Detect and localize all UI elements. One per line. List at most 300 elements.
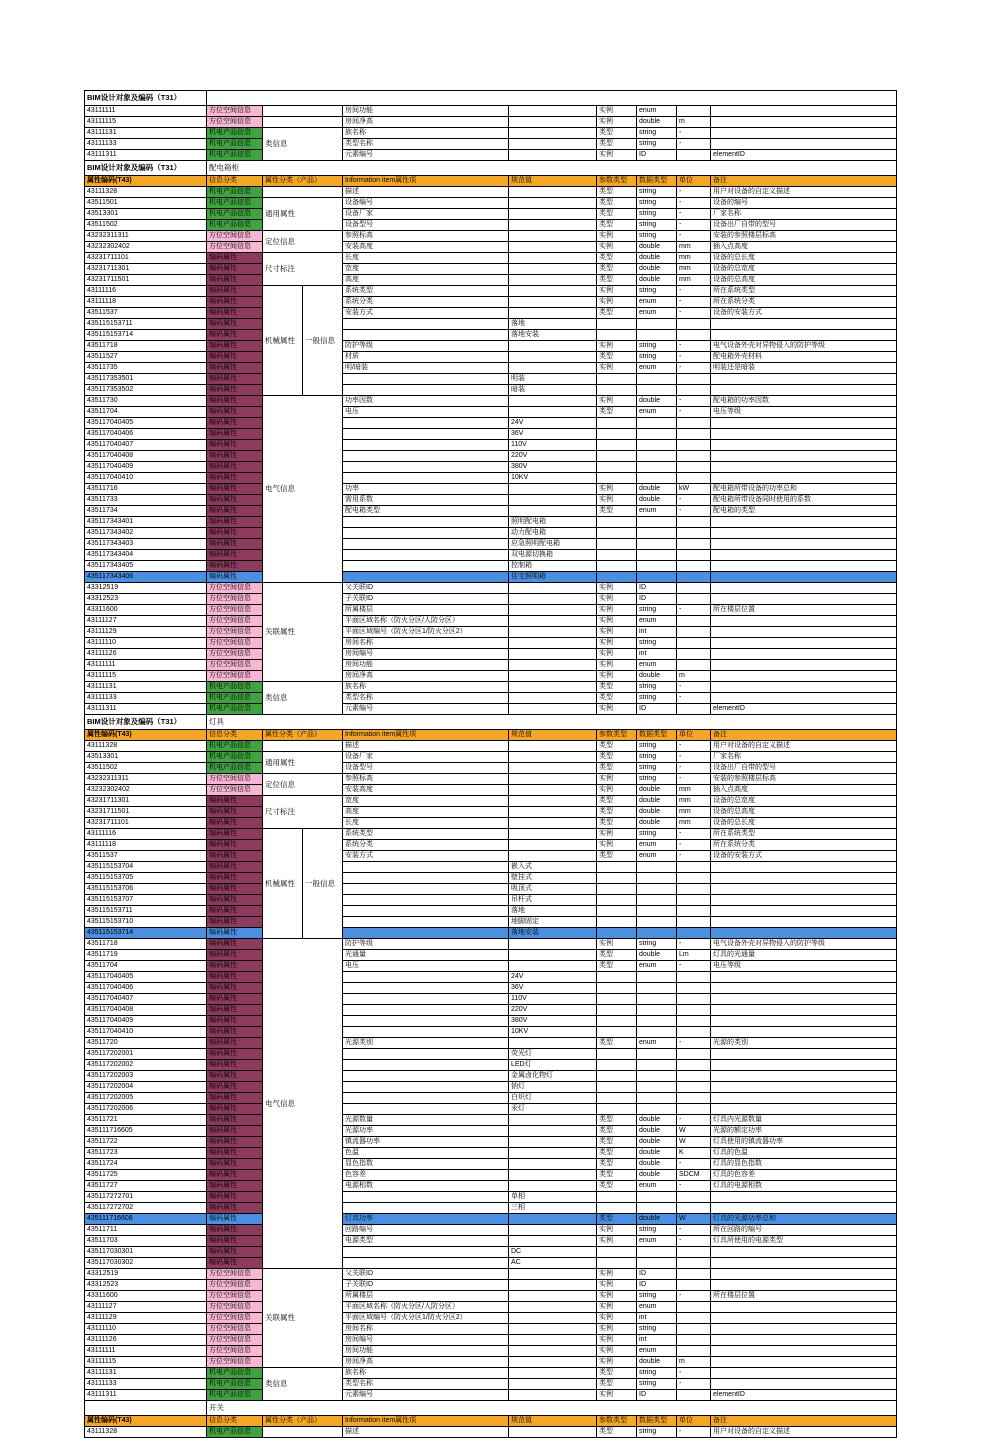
standard-value-cell <box>509 231 597 242</box>
header-unit: 单位 <box>677 176 711 187</box>
table-row <box>85 1225 897 1236</box>
data-type-cell: double <box>637 1126 677 1137</box>
attribute-name-cell: 高度 <box>343 807 509 818</box>
header-name: Information item属性项 <box>343 1416 509 1427</box>
table-row <box>85 407 897 418</box>
category-cell: 编码属性 <box>207 297 263 308</box>
data-type-cell <box>637 1049 677 1060</box>
header-row <box>85 1416 897 1427</box>
category-cell: 机电产品信息 <box>207 1379 263 1390</box>
code-cell: 43111118 <box>85 297 207 308</box>
remark-cell <box>711 884 897 895</box>
attribute-name-cell <box>343 928 509 939</box>
attribute-name-cell <box>343 1082 509 1093</box>
parameter-type-cell: 类型 <box>597 1038 637 1049</box>
unit-cell <box>677 150 711 161</box>
attribute-name-cell <box>343 972 509 983</box>
standard-value-cell: 应急照明配电箱 <box>509 539 597 550</box>
remark-cell <box>711 917 897 928</box>
attribute-name-cell: 色容差 <box>343 1170 509 1181</box>
attribute-name-cell: 房间净高 <box>343 117 509 128</box>
table-row <box>85 638 897 649</box>
category-cell: 方位空间信息 <box>207 671 263 682</box>
data-type-cell: enum <box>637 660 677 671</box>
table-row <box>85 1379 897 1390</box>
header-category: 信息分类 <box>207 730 263 741</box>
code-cell: 43311600 <box>85 1291 207 1302</box>
code-cell: 435115153710 <box>85 917 207 928</box>
remark-cell <box>711 1357 897 1368</box>
standard-value-cell: DC <box>509 1247 597 1258</box>
table-row <box>85 253 897 264</box>
table-row <box>85 418 897 429</box>
standard-value-cell <box>509 117 597 128</box>
header-category: 信息分类 <box>207 176 263 187</box>
category-cell: 方位空间信息 <box>207 605 263 616</box>
code-cell: 43111111 <box>85 106 207 117</box>
remark-cell <box>711 1368 897 1379</box>
attribute-name-cell: 父关联ID <box>343 1269 509 1280</box>
data-type-cell <box>637 1203 677 1214</box>
remark-cell: 配电箱的类型 <box>711 506 897 517</box>
remark-cell: 设备的总长度 <box>711 818 897 829</box>
code-cell: 43513301 <box>85 752 207 763</box>
attribute-name-cell: 光源类别 <box>343 1038 509 1049</box>
data-type-cell: double <box>637 484 677 495</box>
parameter-type-cell: 类型 <box>597 139 637 150</box>
attribute-name-cell: 功率因数 <box>343 396 509 407</box>
table-row <box>85 1181 897 1192</box>
standard-value-cell: 吸顶式 <box>509 884 597 895</box>
code-cell: 43111131 <box>85 682 207 693</box>
attribute-name-cell <box>343 862 509 873</box>
code-cell: 43111127 <box>85 1302 207 1313</box>
table-row <box>85 1192 897 1203</box>
parameter-type-cell: 类型 <box>597 1379 637 1390</box>
unit-cell: - <box>677 1427 711 1438</box>
data-type-cell: double <box>637 1170 677 1181</box>
data-type-cell: string <box>637 209 677 220</box>
code-cell: 435111716605 <box>85 1126 207 1137</box>
parameter-type-cell: 实例 <box>597 341 637 352</box>
attribute-name-cell: 子关联ID <box>343 594 509 605</box>
parameter-type-cell: 类型 <box>597 209 637 220</box>
table-row <box>85 1115 897 1126</box>
parameter-type-cell: 类型 <box>597 950 637 961</box>
standard-value-cell <box>509 396 597 407</box>
remark-cell: 所在系统分类 <box>711 840 897 851</box>
remark-cell <box>711 572 897 583</box>
unit-cell <box>677 517 711 528</box>
remark-cell <box>711 128 897 139</box>
table-row <box>85 495 897 506</box>
standard-value-cell <box>509 253 597 264</box>
remark-cell: 灯具的电源相数 <box>711 1181 897 1192</box>
unit-cell: W <box>677 1214 711 1225</box>
unit-cell <box>677 385 711 396</box>
table-row <box>85 231 897 242</box>
parameter-type-cell: 实例 <box>597 231 637 242</box>
unit-cell: - <box>677 286 711 297</box>
attribute-name-cell <box>343 319 509 330</box>
table-row <box>85 1357 897 1368</box>
parameter-type-cell: 类型 <box>597 198 637 209</box>
code-cell: 43511704 <box>85 961 207 972</box>
remark-cell <box>711 330 897 341</box>
remark-cell <box>711 660 897 671</box>
code-cell: 43111133 <box>85 139 207 150</box>
table-row <box>85 396 897 407</box>
code-cell: 435111716608 <box>85 1214 207 1225</box>
remark-cell <box>711 550 897 561</box>
remark-cell <box>711 1104 897 1115</box>
parameter-type-cell: 实例 <box>597 106 637 117</box>
category-cell: 编码属性 <box>207 1005 263 1016</box>
parameter-type-cell: 类型 <box>597 253 637 264</box>
unit-cell: - <box>677 1159 711 1170</box>
parameter-type-cell <box>597 1060 637 1071</box>
parameter-type-cell <box>597 928 637 939</box>
data-type-cell: double <box>637 495 677 506</box>
standard-value-cell <box>509 1335 597 1346</box>
table-row <box>85 308 897 319</box>
attribute-name-cell: 房间名称 <box>343 638 509 649</box>
unit-cell <box>677 895 711 906</box>
remark-cell <box>711 1082 897 1093</box>
data-type-cell <box>637 1071 677 1082</box>
data-type-cell: string <box>637 682 677 693</box>
standard-value-cell <box>509 704 597 715</box>
remark-cell: 插入点高度 <box>711 242 897 253</box>
attribute-name-cell: 族名称 <box>343 682 509 693</box>
unit-cell: - <box>677 605 711 616</box>
table-row <box>85 1005 897 1016</box>
group-label: 类信息 <box>263 682 343 715</box>
code-cell: 43511734 <box>85 506 207 517</box>
code-cell: 43111133 <box>85 1379 207 1390</box>
table-row <box>85 1247 897 1258</box>
table-row <box>85 917 897 928</box>
category-cell: 方位空间信息 <box>207 1269 263 1280</box>
code-cell: 43511502 <box>85 220 207 231</box>
remark-cell: 灯具使用的镇流器功率 <box>711 1137 897 1148</box>
code-cell: 435117040406 <box>85 429 207 440</box>
unit-cell: - <box>677 341 711 352</box>
parameter-type-cell <box>597 451 637 462</box>
category-cell: 编码属性 <box>207 884 263 895</box>
code-cell: 43511719 <box>85 950 207 961</box>
remark-cell <box>711 583 897 594</box>
code-cell: 435117040405 <box>85 972 207 983</box>
category-cell: 编码属性 <box>207 807 263 818</box>
table-row <box>85 1214 897 1225</box>
category-cell: 编码属性 <box>207 873 263 884</box>
category-cell: 编码属性 <box>207 1247 263 1258</box>
code-cell: 43111129 <box>85 1313 207 1324</box>
data-type-cell <box>637 1027 677 1038</box>
data-type-cell: double <box>637 264 677 275</box>
table-row <box>85 1170 897 1181</box>
category-cell: 机电产品信息 <box>207 187 263 198</box>
category-cell: 方位空间信息 <box>207 231 263 242</box>
data-type-cell: enum <box>637 1236 677 1247</box>
data-type-cell <box>637 1192 677 1203</box>
header-data_type: 数据类型 <box>637 1416 677 1427</box>
unit-cell <box>677 1093 711 1104</box>
remark-cell <box>711 1335 897 1346</box>
table-row <box>85 198 897 209</box>
remark-cell: 设备的总高度 <box>711 807 897 818</box>
data-type-cell: double <box>637 796 677 807</box>
remark-cell <box>711 539 897 550</box>
category-cell: 编码属性 <box>207 385 263 396</box>
group-label: 机械属性 <box>263 829 303 939</box>
data-type-cell: enum <box>637 1302 677 1313</box>
parameter-type-cell: 实例 <box>597 605 637 616</box>
remark-cell: 设备的安装方式 <box>711 851 897 862</box>
unit-cell: - <box>677 752 711 763</box>
parameter-type-cell: 类型 <box>597 1148 637 1159</box>
table-row <box>85 1016 897 1027</box>
table-row <box>85 862 897 873</box>
data-type-cell: string <box>637 128 677 139</box>
standard-value-cell <box>509 264 597 275</box>
category-cell: 编码属性 <box>207 528 263 539</box>
unit-cell: - <box>677 363 711 374</box>
table-row <box>85 851 897 862</box>
attribute-name-cell: 材质 <box>343 352 509 363</box>
data-type-cell: string <box>637 341 677 352</box>
category-cell: 编码属性 <box>207 363 263 374</box>
code-cell: 43511704 <box>85 407 207 418</box>
code-cell: 43511720 <box>85 1038 207 1049</box>
section-object-name: 配电箱柜 <box>207 161 897 176</box>
standard-value-cell <box>509 198 597 209</box>
attribute-name-cell: 房间编号 <box>343 649 509 660</box>
remark-cell <box>711 1005 897 1016</box>
unit-cell: W <box>677 1126 711 1137</box>
table-row <box>85 1258 897 1269</box>
unit-cell: - <box>677 506 711 517</box>
table-row <box>85 1071 897 1082</box>
unit-cell: - <box>677 682 711 693</box>
code-cell: 435117040410 <box>85 473 207 484</box>
attribute-name-cell: 所属楼层 <box>343 1291 509 1302</box>
attribute-name-cell: 长度 <box>343 253 509 264</box>
standard-value-cell <box>509 1225 597 1236</box>
standard-value-cell: 380V <box>509 462 597 473</box>
data-type-cell <box>637 884 677 895</box>
code-cell: 435117040409 <box>85 462 207 473</box>
attribute-name-cell: 描述 <box>343 187 509 198</box>
unit-cell <box>677 1203 711 1214</box>
parameter-type-cell: 类型 <box>597 308 637 319</box>
header-remark: 备注 <box>711 1416 897 1427</box>
unit-cell: mm <box>677 785 711 796</box>
parameter-type-cell: 实例 <box>597 495 637 506</box>
code-cell: 43111115 <box>85 1357 207 1368</box>
category-cell: 编码属性 <box>207 1214 263 1225</box>
data-type-cell <box>637 374 677 385</box>
data-type-cell <box>637 462 677 473</box>
code-cell: 43232302402 <box>85 242 207 253</box>
attribute-name-cell <box>343 1060 509 1071</box>
unit-cell <box>677 1302 711 1313</box>
group-label: 类信息 <box>263 1368 343 1401</box>
parameter-type-cell: 类型 <box>597 818 637 829</box>
table-row <box>85 242 897 253</box>
standard-value-cell <box>509 1170 597 1181</box>
table-row <box>85 906 897 917</box>
parameter-type-cell: 实例 <box>597 396 637 407</box>
category-cell: 编码属性 <box>207 1071 263 1082</box>
spreadsheet <box>84 90 896 1435</box>
header-unit: 单位 <box>677 1416 711 1427</box>
data-type-cell: string <box>637 752 677 763</box>
table-row <box>85 1203 897 1214</box>
standard-value-cell: 嵌入式 <box>509 862 597 873</box>
unit-cell: - <box>677 851 711 862</box>
standard-value-cell <box>509 961 597 972</box>
unit-cell <box>677 550 711 561</box>
standard-value-cell <box>509 796 597 807</box>
code-cell: 43111111 <box>85 1346 207 1357</box>
subgroup-label: 一般信息 <box>303 829 343 939</box>
code-cell: 435117202006 <box>85 1104 207 1115</box>
category-cell: 机电产品信息 <box>207 763 263 774</box>
parameter-type-cell <box>597 385 637 396</box>
category-cell: 方位空间信息 <box>207 1357 263 1368</box>
category-cell: 机电产品信息 <box>207 704 263 715</box>
code-cell: 43111126 <box>85 649 207 660</box>
parameter-type-cell <box>597 550 637 561</box>
unit-cell: - <box>677 407 711 418</box>
remark-cell: 所在系统类型 <box>711 829 897 840</box>
category-cell: 机电产品信息 <box>207 1390 263 1401</box>
attribute-name-cell <box>343 1203 509 1214</box>
data-type-cell: double <box>637 818 677 829</box>
attribute-name-cell <box>343 873 509 884</box>
data-type-cell <box>637 917 677 928</box>
unit-cell: - <box>677 396 711 407</box>
standard-value-cell: 白炽灯 <box>509 1093 597 1104</box>
remark-cell: 电压等级 <box>711 961 897 972</box>
code-cell: 43511537 <box>85 308 207 319</box>
parameter-type-cell <box>597 1005 637 1016</box>
code-cell: 435115153706 <box>85 884 207 895</box>
code-cell: 43111127 <box>85 616 207 627</box>
standard-value-cell <box>509 671 597 682</box>
data-type-cell: enum <box>637 616 677 627</box>
data-type-cell: double <box>637 275 677 286</box>
unit-cell <box>677 928 711 939</box>
remark-cell <box>711 1302 897 1313</box>
parameter-type-cell <box>597 972 637 983</box>
table-row <box>85 1302 897 1313</box>
table-row <box>85 807 897 818</box>
standard-value-cell <box>509 1038 597 1049</box>
table-row <box>85 1324 897 1335</box>
attribute-name-cell <box>343 994 509 1005</box>
category-cell: 机电产品信息 <box>207 220 263 231</box>
table-row <box>85 1104 897 1115</box>
data-type-cell: string <box>637 198 677 209</box>
group-label: 通用属性 <box>263 198 343 231</box>
unit-cell <box>677 594 711 605</box>
remark-cell: 设备的总高度 <box>711 275 897 286</box>
group-label: 尺寸标注 <box>263 253 343 286</box>
unit-cell: - <box>677 1368 711 1379</box>
unit-cell <box>677 1346 711 1357</box>
unit-cell <box>677 528 711 539</box>
data-type-cell: enum <box>637 840 677 851</box>
standard-value-cell <box>509 649 597 660</box>
attribute-name-cell: 房间名称 <box>343 1324 509 1335</box>
standard-value-cell <box>509 818 597 829</box>
code-cell: 43111311 <box>85 150 207 161</box>
attribute-name-cell: 系统类型 <box>343 829 509 840</box>
group-label: 尺寸标注 <box>263 796 343 829</box>
remark-cell <box>711 1247 897 1258</box>
unit-cell <box>677 462 711 473</box>
unit-cell <box>677 649 711 660</box>
category-cell: 机电产品信息 <box>207 150 263 161</box>
parameter-type-cell <box>597 517 637 528</box>
remark-cell <box>711 906 897 917</box>
standard-value-cell <box>509 752 597 763</box>
attribute-name-cell <box>343 440 509 451</box>
code-cell: 435117040409 <box>85 1016 207 1027</box>
remark-cell: 配电箱的功率因数 <box>711 396 897 407</box>
standard-value-cell: 明装 <box>509 374 597 385</box>
section-title-row <box>85 161 897 176</box>
unit-cell <box>677 330 711 341</box>
attribute-name-cell: 设备型号 <box>343 220 509 231</box>
unit-cell: - <box>677 495 711 506</box>
remark-cell: 灯具所使用的电源类型 <box>711 1236 897 1247</box>
attribute-name-cell: 子关联ID <box>343 1280 509 1291</box>
attribute-name-cell: 平面区域名称（防火分区/人防分区） <box>343 616 509 627</box>
group-label: 机械属性 <box>263 286 303 396</box>
attribute-name-cell: 房间净高 <box>343 671 509 682</box>
data-type-cell: double <box>637 253 677 264</box>
remark-cell: elementID <box>711 704 897 715</box>
unit-cell: mm <box>677 264 711 275</box>
code-cell: 43111118 <box>85 840 207 851</box>
attribute-name-cell: 光源功率 <box>343 1126 509 1137</box>
attribute-name-cell: 参照标高 <box>343 231 509 242</box>
remark-cell <box>711 649 897 660</box>
code-cell: 43312519 <box>85 583 207 594</box>
table-row <box>85 994 897 1005</box>
unit-cell <box>677 1082 711 1093</box>
header-row <box>85 176 897 187</box>
attribute-name-cell: 族名称 <box>343 1368 509 1379</box>
remark-cell <box>711 440 897 451</box>
code-cell: 43513301 <box>85 209 207 220</box>
standard-value-cell <box>509 682 597 693</box>
attribute-name-cell <box>343 473 509 484</box>
code-cell: 43232311311 <box>85 231 207 242</box>
remark-cell: 电气设备外壳对异物侵入的防护等级 <box>711 939 897 950</box>
code-cell: 435117202001 <box>85 1049 207 1060</box>
table-row <box>85 895 897 906</box>
standard-value-cell <box>509 605 597 616</box>
unit-cell: - <box>677 840 711 851</box>
section-title: BIM设计对象及编码（T31） <box>85 161 207 176</box>
attribute-name-cell: 房间功能 <box>343 660 509 671</box>
table-row <box>85 106 897 117</box>
